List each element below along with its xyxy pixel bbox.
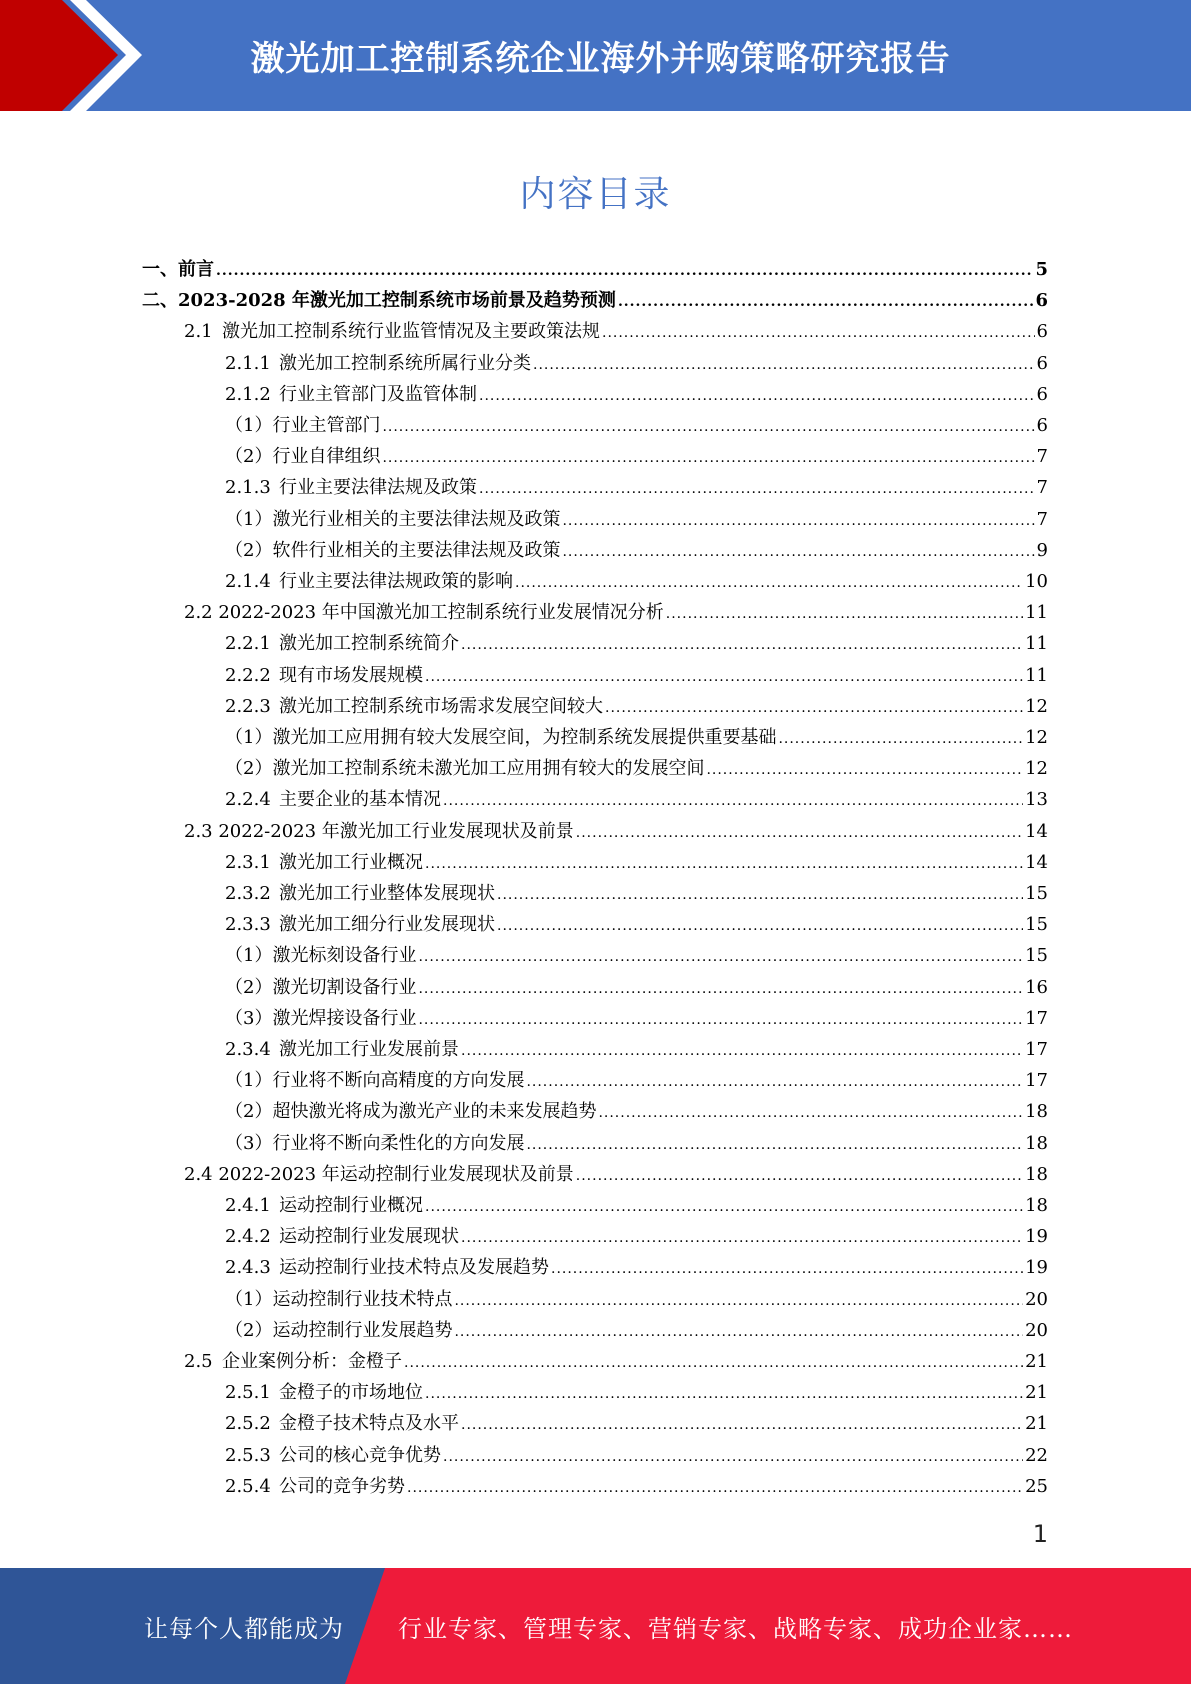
toc-entry[interactable] bbox=[225, 660, 1048, 691]
toc-entry-label bbox=[225, 1128, 524, 1159]
toc-entry-label bbox=[225, 784, 441, 815]
toc-page-number: 18 bbox=[1025, 1195, 1048, 1216]
toc-page-number: 6 bbox=[1036, 383, 1048, 405]
toc-entry[interactable] bbox=[184, 1346, 1048, 1377]
toc-entry-label bbox=[225, 847, 423, 878]
footer-slogan-right: 行业专家、管理专家、营销专家、战略专家、成功企业家…… bbox=[398, 1614, 1073, 1643]
footer-slogan-left: 让每个人都能成为 bbox=[144, 1614, 344, 1643]
toc-entry-text: 金橙子技术特点及水平 bbox=[279, 1413, 459, 1435]
toc-entry[interactable] bbox=[225, 1003, 1048, 1034]
toc-page-number: 15 bbox=[1025, 914, 1048, 936]
toc-entry[interactable] bbox=[225, 348, 1048, 379]
toc-entry-label bbox=[184, 597, 664, 628]
toc-entry[interactable] bbox=[225, 472, 1048, 503]
toc-page-number: 6 bbox=[1036, 352, 1048, 374]
toc-entry-text: 主要企业的基本情况 bbox=[279, 789, 441, 811]
toc-page-number: 19 bbox=[1025, 1257, 1048, 1279]
toc-dot-leader bbox=[598, 1098, 1023, 1129]
toc-entry-label bbox=[184, 816, 574, 847]
toc-dot-leader bbox=[576, 1161, 1023, 1192]
toc-entry-text: 激光加工控制系统市场需求发展空间较大 bbox=[279, 695, 603, 717]
toc-entry-number: 2.4.3 bbox=[225, 1257, 271, 1279]
toc-page-number: 21 bbox=[1025, 1351, 1048, 1372]
toc-dot-leader bbox=[602, 318, 1035, 349]
toc-entry-text: 运动控制行业技术特点及发展趋势 bbox=[279, 1257, 549, 1279]
toc-dot-leader bbox=[605, 693, 1023, 724]
toc-entry[interactable] bbox=[225, 504, 1048, 535]
toc-entry-number: 2.3.1 bbox=[225, 851, 271, 873]
toc-dot-leader bbox=[461, 1036, 1023, 1067]
toc-entry-text: （1）激光标刻设备行业 bbox=[225, 945, 417, 967]
toc-entry-label bbox=[225, 1284, 452, 1315]
toc-entry-text: 激光加工控制系统简介 bbox=[279, 633, 459, 655]
toc-entry[interactable] bbox=[225, 628, 1048, 659]
toc-entry-label bbox=[225, 660, 423, 691]
toc-entry-label bbox=[225, 379, 477, 410]
toc-page-number: 19 bbox=[1025, 1226, 1048, 1248]
toc-dot-leader bbox=[454, 1317, 1023, 1348]
toc-dot-leader bbox=[425, 849, 1023, 880]
toc-entry-label bbox=[225, 1034, 459, 1065]
toc-page-number: 5 bbox=[1035, 259, 1048, 280]
toc-entry[interactable] bbox=[225, 940, 1048, 971]
toc-entry[interactable] bbox=[225, 1252, 1048, 1283]
toc-page-number: 12 bbox=[1025, 695, 1048, 717]
toc-entry-text: （2）超快激光将成为激光产业的未来发展趋势 bbox=[225, 1101, 597, 1123]
toc-dot-leader bbox=[706, 755, 1023, 786]
toc-dot-leader bbox=[497, 911, 1023, 942]
toc-entry-text: （1）运动控制行业技术特点 bbox=[225, 1288, 453, 1310]
toc-page-number: 17 bbox=[1025, 1070, 1048, 1092]
toc-dot-leader bbox=[576, 818, 1023, 849]
toc-entry[interactable] bbox=[225, 847, 1048, 878]
toc-entry-label bbox=[225, 753, 704, 784]
toc-page-number: 21 bbox=[1025, 1413, 1048, 1435]
toc-page-number: 18 bbox=[1025, 1163, 1048, 1185]
toc-entry[interactable] bbox=[225, 1284, 1048, 1315]
toc-dot-leader bbox=[407, 1473, 1023, 1504]
toc-heading: 内容目录 bbox=[519, 174, 672, 215]
toc-page-number: 16 bbox=[1025, 976, 1048, 998]
toc-page-number: 7 bbox=[1036, 446, 1048, 468]
toc-dot-leader bbox=[425, 1192, 1023, 1223]
page-number: 1 bbox=[1032, 1520, 1048, 1548]
toc-entry-text: 2.4 2022-2023 年运动控制行业发展现状及前景 bbox=[184, 1163, 574, 1185]
toc-entry-text: 激光加工控制系统行业监管情况及主要政策法规 bbox=[222, 321, 600, 343]
toc-entry-label bbox=[225, 722, 776, 753]
toc-entry[interactable] bbox=[225, 909, 1048, 940]
toc-dot-leader bbox=[497, 880, 1023, 911]
toc-dot-leader bbox=[562, 537, 1034, 568]
toc-page-number: 12 bbox=[1025, 727, 1048, 748]
toc-entry-text: （3）行业将不断向柔性化的方向发展 bbox=[225, 1132, 525, 1154]
toc-entry-text: 运动控制行业概况 bbox=[279, 1195, 423, 1216]
toc-dot-leader bbox=[443, 786, 1023, 817]
toc-dot-leader bbox=[418, 942, 1023, 973]
toc-dot-leader bbox=[479, 381, 1035, 412]
toc-entry[interactable] bbox=[225, 691, 1048, 722]
toc-entry-text: （1）激光加工应用拥有较大发展空间，为控制系统发展提供重要基础 bbox=[225, 727, 777, 748]
toc-page-number: 6 bbox=[1035, 290, 1048, 312]
report-title: 激光加工控制系统企业海外并购策略研究报告 bbox=[250, 39, 951, 79]
toc-entry-text: 激光加工控制系统所属行业分类 bbox=[279, 352, 531, 374]
toc-entry-text: （1）行业将不断向高精度的方向发展 bbox=[225, 1070, 525, 1092]
toc-entry[interactable] bbox=[184, 1159, 1048, 1190]
toc-entry-label bbox=[225, 1190, 423, 1221]
toc-entry-text: （1）行业主管部门 bbox=[225, 415, 381, 436]
toc-entry-text: 金橙子的市场地位 bbox=[279, 1382, 423, 1404]
toc-entry-number: 2.1.3 bbox=[225, 477, 271, 499]
toc-entry[interactable] bbox=[225, 1190, 1048, 1221]
toc-dot-leader bbox=[479, 474, 1035, 505]
toc-entry-text: （2）运动控制行业发展趋势 bbox=[225, 1319, 453, 1341]
toc-entry-text: 公司的竞争劣势 bbox=[279, 1475, 405, 1497]
toc-entry-number: 2.5 bbox=[184, 1351, 213, 1372]
toc-dot-leader bbox=[666, 599, 1023, 630]
toc-entry-text: 一、前言 bbox=[142, 259, 214, 280]
toc-entry[interactable] bbox=[225, 722, 1048, 753]
toc-entry[interactable] bbox=[225, 784, 1048, 815]
toc-entry[interactable] bbox=[184, 597, 1048, 628]
toc-entry-number: 2.3.2 bbox=[225, 883, 271, 904]
toc-entry-label bbox=[225, 535, 560, 566]
toc-entry-label bbox=[142, 254, 214, 285]
toc-page-number: 12 bbox=[1025, 758, 1048, 780]
toc-entry-text: （3）激光焊接设备行业 bbox=[225, 1007, 417, 1029]
toc-entry-number: 2.4.1 bbox=[225, 1195, 271, 1216]
toc-entry-number: 2.5.1 bbox=[225, 1382, 271, 1404]
toc-page-number: 21 bbox=[1025, 1382, 1048, 1404]
toc-entry-text: 公司的核心竞争优势 bbox=[279, 1444, 441, 1466]
toc-entry-label bbox=[184, 1346, 402, 1377]
toc-entry-text: 行业主要法律法规政策的影响 bbox=[279, 571, 513, 592]
toc-page-number: 22 bbox=[1025, 1444, 1048, 1466]
toc-page-number: 17 bbox=[1025, 1007, 1048, 1029]
toc-entry-label bbox=[225, 1471, 405, 1502]
toc-entry-number: 2.2.3 bbox=[225, 695, 271, 717]
toc-page-number: 20 bbox=[1025, 1319, 1048, 1341]
toc-entry-number: 2.1 bbox=[184, 321, 213, 343]
toc-entry[interactable] bbox=[225, 1096, 1048, 1127]
toc-entry-number: 2.2.2 bbox=[225, 664, 271, 686]
toc-entry-label bbox=[225, 628, 459, 659]
toc-page-number: 13 bbox=[1025, 789, 1048, 811]
toc-entry-label bbox=[225, 1252, 549, 1283]
toc-entry[interactable] bbox=[225, 379, 1048, 410]
toc-entry[interactable] bbox=[225, 1065, 1048, 1096]
toc-entry[interactable] bbox=[184, 316, 1048, 347]
toc-entry-text: 企业案例分析：金橙子 bbox=[222, 1351, 402, 1372]
toc-entry[interactable] bbox=[225, 972, 1048, 1003]
toc-dot-leader bbox=[515, 568, 1023, 599]
toc-entry[interactable] bbox=[225, 1315, 1048, 1346]
toc-dot-leader bbox=[551, 1254, 1023, 1285]
toc-entry-label bbox=[225, 1065, 524, 1096]
toc-entry[interactable] bbox=[225, 878, 1048, 909]
toc-entry-text: （1）激光行业相关的主要法律法规及政策 bbox=[225, 508, 561, 530]
toc-page-number: 18 bbox=[1025, 1132, 1048, 1154]
toc-dot-leader bbox=[461, 1223, 1023, 1254]
toc-entry-text: 2.3 2022-2023 年激光加工行业发展现状及前景 bbox=[184, 820, 574, 842]
toc-dot-leader bbox=[526, 1130, 1023, 1161]
toc-dot-leader bbox=[425, 1379, 1023, 1410]
toc-entry-label bbox=[184, 316, 600, 347]
toc-dot-leader bbox=[418, 974, 1023, 1005]
toc-entry[interactable] bbox=[225, 1440, 1048, 1471]
toc-page-number: 9 bbox=[1036, 539, 1048, 561]
toc-page-number: 6 bbox=[1036, 415, 1048, 436]
toc-entry[interactable] bbox=[225, 1377, 1048, 1408]
toc-entry-text: 行业主管部门及监管体制 bbox=[279, 383, 477, 405]
toc-dot-leader bbox=[382, 443, 1034, 474]
toc-entry-label bbox=[225, 909, 495, 940]
toc-page-number: 7 bbox=[1036, 508, 1048, 530]
footer-band bbox=[0, 1568, 1191, 1684]
toc-page-number: 6 bbox=[1036, 321, 1048, 343]
toc-entry-number: 2.5.4 bbox=[225, 1475, 271, 1497]
toc-entry-text: 现有市场发展规模 bbox=[279, 664, 423, 686]
toc-entry-text: 行业主要法律法规及政策 bbox=[279, 477, 477, 499]
toc-dot-leader bbox=[404, 1348, 1023, 1379]
toc-entry-number: 2.5.2 bbox=[225, 1413, 271, 1435]
toc-entry[interactable] bbox=[142, 254, 1048, 285]
toc-page-number: 25 bbox=[1025, 1475, 1048, 1497]
report-header-band bbox=[0, 0, 1191, 111]
toc-entry-number: 2.1.4 bbox=[225, 571, 271, 592]
toc-entry-label bbox=[225, 410, 380, 441]
toc-entry-number: 2.1.1 bbox=[225, 352, 271, 374]
toc-entry-label bbox=[142, 285, 616, 316]
toc-page-number: 17 bbox=[1025, 1039, 1048, 1060]
toc-page-number: 11 bbox=[1025, 602, 1048, 624]
toc-entry[interactable] bbox=[225, 410, 1048, 441]
toc-dot-leader bbox=[454, 1286, 1023, 1317]
toc-entry-text: （2）软件行业相关的主要法律法规及政策 bbox=[225, 539, 561, 561]
toc-entry-text: 运动控制行业发展现状 bbox=[279, 1226, 459, 1248]
toc-entry-label bbox=[225, 1377, 423, 1408]
toc-entry-label bbox=[225, 972, 416, 1003]
toc-dot-leader bbox=[418, 1005, 1023, 1036]
toc-page-number: 11 bbox=[1025, 633, 1048, 655]
toc-page-number: 20 bbox=[1025, 1288, 1048, 1310]
toc-dot-leader bbox=[778, 724, 1023, 755]
toc-entry-text: （2）激光切割设备行业 bbox=[225, 976, 417, 998]
toc-entry-number: 2.3.3 bbox=[225, 914, 271, 936]
toc-entry-label bbox=[225, 878, 495, 909]
toc-page-number: 7 bbox=[1036, 477, 1048, 499]
toc-entry-number: 2.5.3 bbox=[225, 1444, 271, 1466]
toc-dot-leader bbox=[443, 1442, 1023, 1473]
toc-entry-text: 激光加工行业整体发展现状 bbox=[279, 883, 495, 904]
toc-entry-label bbox=[225, 1003, 416, 1034]
toc-page-number: 10 bbox=[1025, 571, 1048, 592]
toc-page-number: 15 bbox=[1025, 945, 1048, 967]
toc-entry-label bbox=[225, 348, 531, 379]
toc-entry-number: 2.3.4 bbox=[225, 1039, 271, 1060]
toc-dot-leader bbox=[618, 287, 1034, 318]
toc-entry-label bbox=[225, 1096, 596, 1127]
toc-entry[interactable] bbox=[184, 816, 1048, 847]
toc-entry-text: 激光加工行业概况 bbox=[279, 851, 423, 873]
toc-entry-label bbox=[225, 441, 380, 472]
toc-entry-number: 2.2.4 bbox=[225, 789, 271, 811]
toc-entry-label bbox=[184, 1159, 574, 1190]
toc-page-number: 15 bbox=[1025, 883, 1048, 904]
toc-dot-leader bbox=[526, 1067, 1023, 1098]
toc-entry-number: 2.2.1 bbox=[225, 633, 271, 655]
toc-dot-leader bbox=[562, 506, 1034, 537]
toc-entry-label bbox=[225, 504, 560, 535]
toc-page-number: 11 bbox=[1025, 664, 1048, 686]
toc-entry-text: （2）行业自律组织 bbox=[225, 446, 381, 468]
toc-dot-leader bbox=[382, 412, 1034, 443]
toc-entry-number: 2.4.2 bbox=[225, 1226, 271, 1248]
toc-page-number: 14 bbox=[1025, 851, 1048, 873]
toc-dot-leader bbox=[425, 662, 1023, 693]
toc-entry-text: 2.2 2022-2023 年中国激光加工控制系统行业发展情况分析 bbox=[184, 602, 664, 624]
toc-dot-leader bbox=[461, 1410, 1023, 1441]
toc-entry-label bbox=[225, 1440, 441, 1471]
toc-entry-label bbox=[225, 691, 603, 722]
toc-entry-label bbox=[225, 1408, 459, 1439]
toc-entry-label bbox=[225, 1315, 452, 1346]
toc-entry-text: 激光加工行业发展前景 bbox=[279, 1039, 459, 1060]
toc-entry-number: 2.1.2 bbox=[225, 383, 271, 405]
toc-entry-label bbox=[225, 472, 477, 503]
toc-entry-text: 激光加工细分行业发展现状 bbox=[279, 914, 495, 936]
toc-entry-label bbox=[225, 566, 513, 597]
toc-dot-leader bbox=[216, 256, 1033, 287]
toc-entry[interactable] bbox=[225, 441, 1048, 472]
toc-entry[interactable] bbox=[225, 1128, 1048, 1159]
toc-dot-leader bbox=[533, 350, 1035, 381]
toc-entry[interactable] bbox=[225, 753, 1048, 784]
toc-entry[interactable] bbox=[225, 566, 1048, 597]
toc-entry-text: （2）激光加工控制系统未激光加工应用拥有较大的发展空间 bbox=[225, 758, 705, 780]
toc-page-number: 18 bbox=[1025, 1101, 1048, 1123]
toc-entry[interactable] bbox=[225, 535, 1048, 566]
toc-entry[interactable] bbox=[225, 1034, 1048, 1065]
toc-entry-text: 二、2023-2028 年激光加工控制系统市场前景及趋势预测 bbox=[142, 290, 616, 312]
toc-entry[interactable] bbox=[225, 1408, 1048, 1439]
toc-entry[interactable] bbox=[142, 285, 1048, 316]
toc-dot-leader bbox=[461, 630, 1023, 661]
toc-entry[interactable] bbox=[225, 1221, 1048, 1252]
toc-entry[interactable] bbox=[225, 1471, 1048, 1502]
toc-entry-label bbox=[225, 1221, 459, 1252]
toc-page-number: 14 bbox=[1025, 820, 1048, 842]
toc-entry-label bbox=[225, 940, 416, 971]
